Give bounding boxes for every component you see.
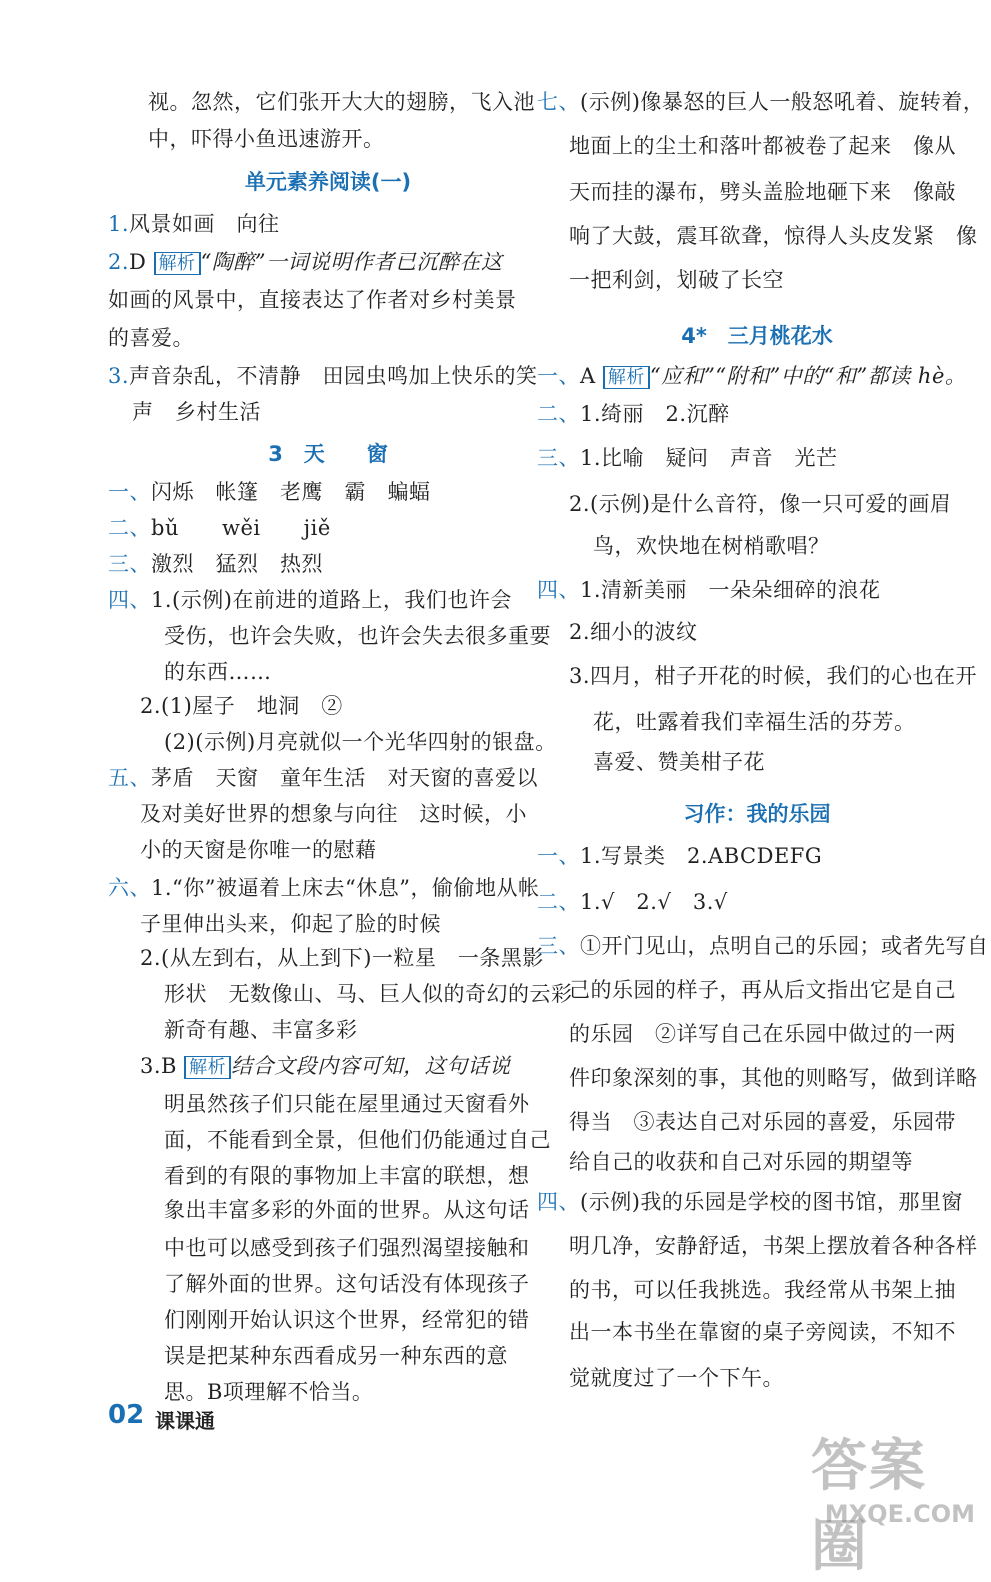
answer-text: 茅盾 天窗 童年生活 对天窗的喜爱以 bbox=[151, 766, 538, 790]
answer-text: 喜爱、赞美柑子花 bbox=[593, 750, 765, 774]
answer-text: 的喜爱。 bbox=[108, 326, 194, 350]
answer-line bbox=[164, 728, 557, 756]
answer-line bbox=[108, 286, 517, 314]
item-number: 四、 bbox=[537, 578, 580, 602]
answer-line bbox=[108, 362, 538, 390]
answer-text: 风景如画 向往 bbox=[129, 212, 280, 236]
answer-line bbox=[164, 1270, 530, 1298]
answer-text: 如画的风景中，直接表达了作者对乡村美景 bbox=[108, 288, 517, 312]
answer-line bbox=[569, 1276, 956, 1304]
item-number: 一、 bbox=[537, 844, 580, 868]
answer-text: 误是把某种东西看成另一种东西的意 bbox=[164, 1344, 508, 1368]
answer-line bbox=[108, 324, 194, 352]
answer-text: 地面上的尘土和落叶都被卷了起来 像从 bbox=[569, 134, 956, 158]
answer-line bbox=[569, 1318, 956, 1346]
answer-line bbox=[569, 1364, 784, 1392]
answer-text: 小的天窗是你唯一的慰藉 bbox=[140, 838, 377, 862]
answer-text: 得当 ③表达自己对乐园的喜爱，乐园带 bbox=[569, 1110, 956, 1134]
answer-text: 觉就度过了一个下午。 bbox=[569, 1366, 784, 1390]
answer-text: 1.写景类 2.ABCDEFG bbox=[580, 844, 823, 868]
answer-line bbox=[148, 88, 535, 116]
answer-text: 出一本书坐在靠窗的桌子旁阅读，不知不 bbox=[569, 1320, 956, 1344]
answer-text: 响了大鼓，震耳欲聋，惊得人头皮发紧 像 bbox=[569, 224, 978, 248]
answer-line bbox=[569, 1148, 913, 1176]
answer-line bbox=[593, 532, 830, 560]
answer-text: 形状 无数像山、马、巨人似的奇幻的云彩 bbox=[164, 982, 573, 1006]
answer-line bbox=[108, 478, 431, 506]
watermark bbox=[811, 1422, 981, 1579]
section-heading: 4* 三月桃花水 bbox=[681, 324, 833, 348]
answer-text: 的东西…… bbox=[164, 660, 272, 684]
item-number: 2. bbox=[108, 250, 130, 274]
analysis-tag: 解析 bbox=[184, 1056, 231, 1079]
answer-text: 中，吓得小鱼迅速游开。 bbox=[148, 127, 385, 151]
item-number: 四、 bbox=[537, 1190, 580, 1214]
answer-line bbox=[569, 1232, 978, 1260]
answer-line bbox=[569, 618, 698, 646]
answer-text: 们刚刚开始认识这个世界，经常犯的错 bbox=[164, 1308, 530, 1332]
answer-line bbox=[537, 842, 822, 870]
answer-text: 1.“你”被逼着上床去“休息”，偷偷地从帐 bbox=[151, 876, 540, 900]
analysis-text: 结合文段内容可知，这句话说 bbox=[231, 1054, 511, 1078]
answer-text: 鸟，欢快地在树梢歌唱？ bbox=[593, 534, 830, 558]
answer-line bbox=[537, 932, 989, 960]
answer-line bbox=[537, 400, 730, 428]
answer-text: D bbox=[129, 250, 154, 274]
answer-text: 声 乡村生活 bbox=[132, 400, 261, 424]
answer-text: 件印象深刻的事，其他的则略写，做到详略 bbox=[569, 1066, 978, 1090]
answer-line bbox=[164, 1162, 530, 1190]
answer-line bbox=[164, 658, 272, 686]
answer-line bbox=[108, 514, 331, 542]
answer-text: 3.B bbox=[140, 1054, 185, 1078]
answer-text: 面，不能看到全景，但他们仍能通过自己 bbox=[164, 1128, 551, 1152]
answer-text: 子里伸出头来，仰起了脸的时候 bbox=[140, 912, 441, 936]
page-number: 02 bbox=[108, 1400, 145, 1430]
answer-line bbox=[164, 980, 573, 1008]
answer-line bbox=[569, 178, 956, 206]
answer-line bbox=[537, 444, 838, 472]
answer-line bbox=[140, 944, 544, 972]
answer-line bbox=[537, 362, 966, 392]
answer-line bbox=[569, 1108, 956, 1136]
answer-line bbox=[108, 248, 503, 278]
answer-text: (示例)我的乐园是学校的图书馆，那里窗 bbox=[580, 1190, 963, 1214]
answer-line bbox=[140, 1052, 511, 1082]
answer-text: 了解外面的世界。这句话没有体现孩子 bbox=[164, 1272, 530, 1296]
answer-text: 的书，可以任我挑选。我经常从书架上抽 bbox=[569, 1278, 956, 1302]
answer-line bbox=[537, 88, 984, 116]
answer-line bbox=[108, 874, 539, 902]
answer-line bbox=[569, 1020, 956, 1048]
answer-text: 及对美好世界的想象与向往 这时候，小 bbox=[140, 802, 527, 826]
answer-text: 1.绮丽 2.沉醉 bbox=[580, 402, 730, 426]
brand-label: 课课通 bbox=[155, 1409, 215, 1433]
answer-line bbox=[164, 1090, 530, 1118]
answer-text: 声音杂乱，不清静 田园虫鸣加上快乐的笑 bbox=[129, 364, 538, 388]
item-number: 二、 bbox=[537, 402, 580, 426]
watermark-site: MXQE.COM bbox=[824, 1500, 975, 1528]
answer-line bbox=[108, 586, 512, 614]
answer-text: ①开门见山，点明自己的乐园；或者先写自 bbox=[580, 934, 989, 958]
answer-text: A bbox=[580, 364, 603, 388]
answer-line bbox=[569, 222, 978, 250]
answer-text: 2.(示例)是什么音符，像一只可爱的画眉 bbox=[569, 492, 952, 516]
answer-line bbox=[593, 748, 765, 776]
answer-text: 2.(从左到右，从上到下)一粒星 一条黑影 bbox=[140, 946, 544, 970]
answer-line bbox=[132, 398, 261, 426]
answer-line bbox=[569, 490, 951, 518]
answer-line bbox=[569, 662, 977, 690]
answer-line bbox=[140, 836, 377, 864]
item-number: 六、 bbox=[108, 876, 151, 900]
answer-line bbox=[164, 1378, 373, 1406]
answer-line bbox=[537, 888, 728, 916]
answer-text: 的乐园 ②详写自己在乐园中做过的一两 bbox=[569, 1022, 956, 1046]
answer-line bbox=[569, 1064, 978, 1092]
answer-text: 中也可以感受到孩子们强烈渴望接触和 bbox=[164, 1236, 530, 1260]
answer-text: bǔ wěi jiě bbox=[151, 516, 331, 540]
answer-line bbox=[164, 1234, 530, 1262]
item-number: 一、 bbox=[537, 364, 580, 388]
answer-text: 1.比喻 疑问 声音 光芒 bbox=[580, 446, 838, 470]
item-number: 三、 bbox=[537, 934, 580, 958]
answer-text: 花，吐露着我们幸福生活的芬芳。 bbox=[593, 710, 916, 734]
answer-line bbox=[108, 210, 280, 238]
answer-text: 己的乐园的样子，再从后文指出它是自己 bbox=[569, 978, 956, 1002]
answer-line bbox=[108, 764, 538, 792]
answer-text: (2)(示例)月亮就似一个光华四射的银盘。 bbox=[164, 730, 557, 754]
answer-line bbox=[164, 1196, 530, 1224]
analysis-tag: 解析 bbox=[154, 252, 201, 275]
answer-line bbox=[537, 576, 881, 604]
answer-text: 一把利剑，划破了长空 bbox=[569, 268, 784, 292]
answer-text: 明几净，安静舒适，书架上摆放着各种各样 bbox=[569, 1234, 978, 1258]
watermark-main: 答案圈 bbox=[811, 1434, 927, 1579]
section-heading: 3 天 窗 bbox=[268, 442, 388, 466]
answer-line bbox=[537, 1188, 963, 1216]
answer-text: 1.(示例)在前进的道路上，我们也许会 bbox=[151, 588, 512, 612]
answer-line bbox=[569, 976, 956, 1004]
analysis-text: “陶醉”一词说明作者已沉醉在这 bbox=[200, 250, 503, 274]
item-number: 四、 bbox=[108, 588, 151, 612]
analysis-text: “应和”“附和”中的“和”都读 hè。 bbox=[649, 364, 967, 388]
answer-line bbox=[140, 692, 343, 720]
item-number: 3. bbox=[108, 364, 130, 388]
answer-line bbox=[140, 910, 441, 938]
answer-line bbox=[108, 550, 323, 578]
answer-line bbox=[569, 132, 956, 160]
answer-line bbox=[569, 266, 784, 294]
answer-text: 3.四月，柑子开花的时候，我们的心也在开 bbox=[569, 664, 978, 688]
item-number: 二、 bbox=[537, 890, 580, 914]
item-number: 五、 bbox=[108, 766, 151, 790]
answer-line bbox=[140, 800, 527, 828]
answer-text: 激烈 猛烈 热烈 bbox=[151, 552, 323, 576]
answer-text: 看到的有限的事物加上丰富的联想，想 bbox=[164, 1164, 530, 1188]
answer-text: 视。忽然，它们张开大大的翅膀，飞入池 bbox=[148, 90, 535, 114]
answer-text: 受伤，也许会失败，也许会失去很多重要 bbox=[164, 624, 551, 648]
answer-text: 天而挂的瀑布，劈头盖脸地砸下来 像敲 bbox=[569, 180, 956, 204]
answer-line bbox=[164, 1342, 508, 1370]
answer-text: 2.(1)屋子 地洞 ② bbox=[140, 694, 343, 718]
answer-text: 明虽然孩子们只能在屋里通过天窗看外 bbox=[164, 1092, 530, 1116]
answer-line bbox=[593, 708, 916, 736]
item-number: 一、 bbox=[108, 480, 151, 504]
answer-line bbox=[164, 1306, 530, 1334]
answer-line bbox=[164, 1016, 358, 1044]
answer-text: 1.清新美丽 一朵朵细碎的浪花 bbox=[580, 578, 881, 602]
answer-text: 新奇有趣、丰富多彩 bbox=[164, 1018, 358, 1042]
analysis-tag: 解析 bbox=[603, 366, 650, 389]
section-heading: 单元素养阅读(一) bbox=[244, 170, 412, 194]
answer-text: 2.细小的波纹 bbox=[569, 620, 698, 644]
answer-text: 闪烁 帐篷 老鹰 霸 蝙蝠 bbox=[151, 480, 431, 504]
answer-line bbox=[164, 1126, 551, 1154]
answer-text: (示例)像暴怒的巨人一般怒吼着、旋转着， bbox=[580, 90, 985, 114]
answer-text: 给自己的收获和自己对乐园的期望等 bbox=[569, 1150, 913, 1174]
answer-line bbox=[164, 622, 551, 650]
section-heading: 习作：我的乐园 bbox=[683, 802, 831, 826]
item-number: 二、 bbox=[108, 516, 151, 540]
answer-text: 思。B项理解不恰当。 bbox=[164, 1380, 374, 1404]
answer-line bbox=[148, 125, 385, 153]
item-number: 七、 bbox=[537, 90, 580, 114]
item-number: 三、 bbox=[108, 552, 151, 576]
item-number: 1. bbox=[108, 212, 130, 236]
item-number: 三、 bbox=[537, 446, 580, 470]
answer-text: 1.√ 2.√ 3.√ bbox=[580, 890, 728, 914]
answer-text: 象出丰富多彩的外面的世界。从这句话 bbox=[164, 1198, 530, 1222]
